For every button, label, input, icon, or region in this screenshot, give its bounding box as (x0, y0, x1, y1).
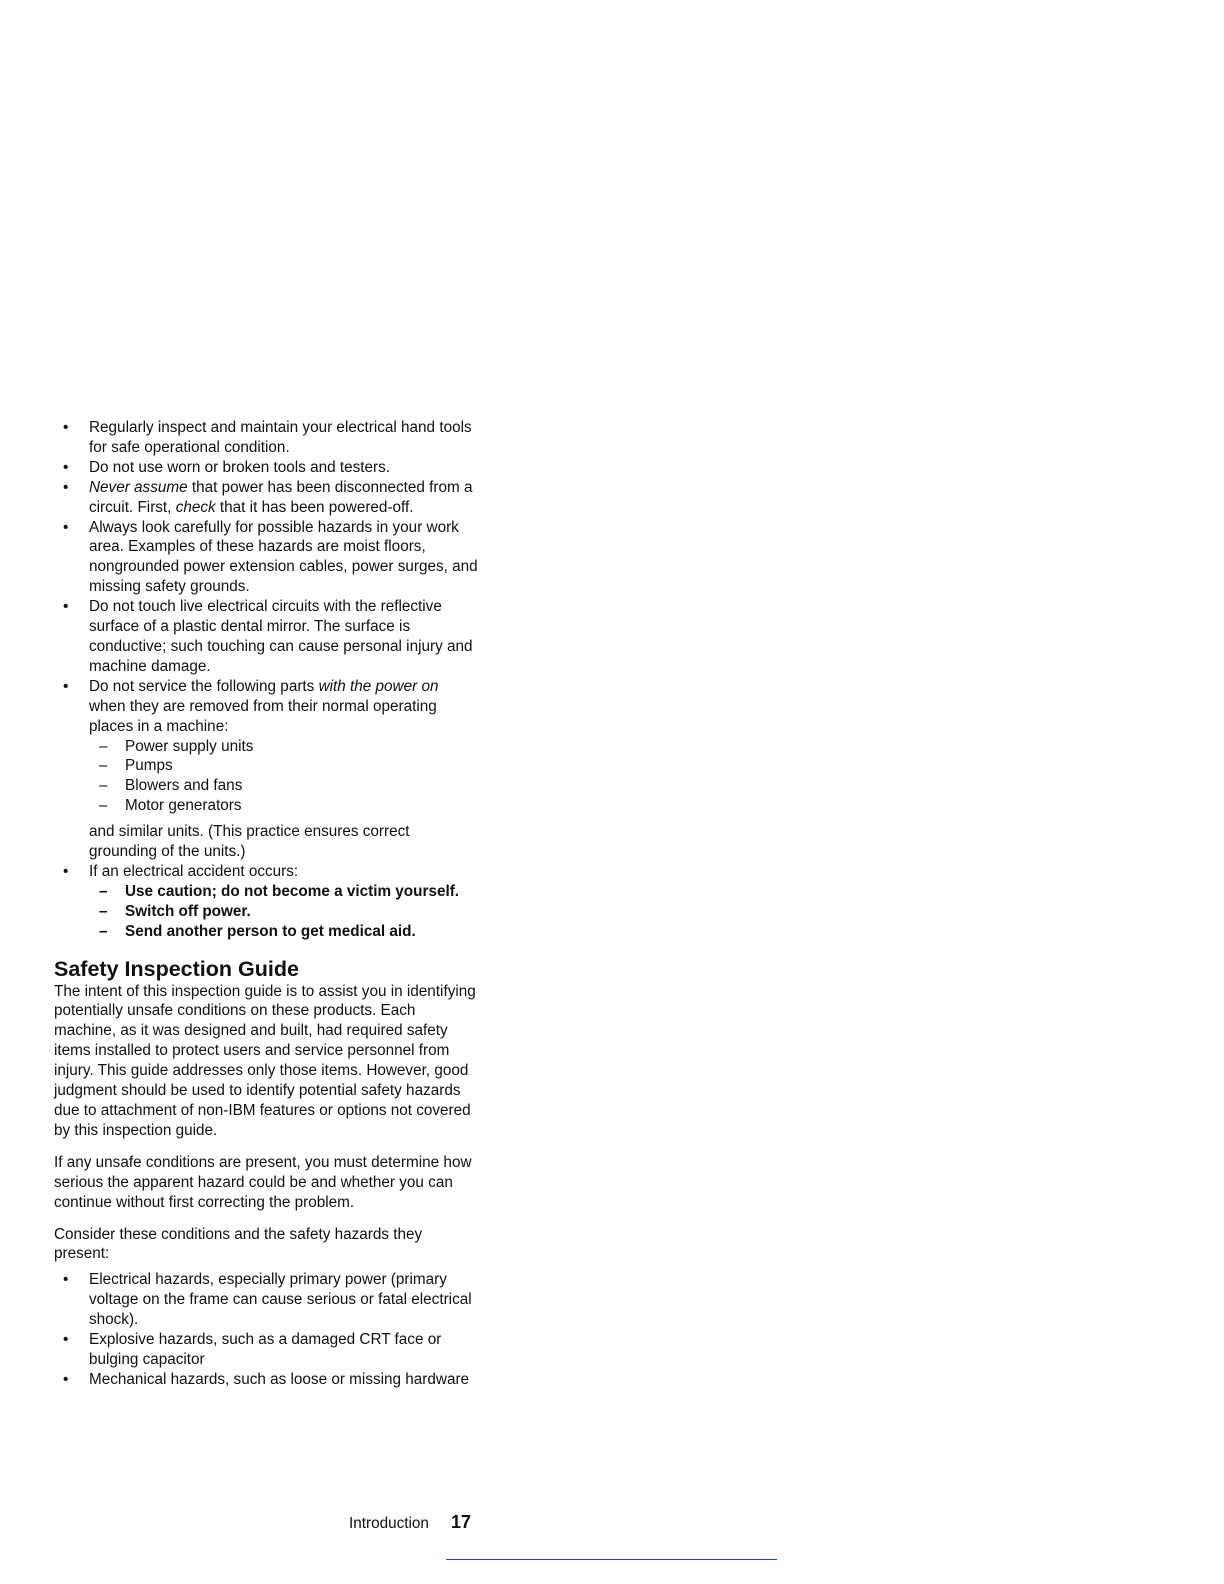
parts-sublist (89, 737, 478, 817)
bullet-text: Always look carefully for possible hazards in your work area. Examples of these hazards are moist floors, nongrounded power extension cables, power surges, and missing safety grounds. (89, 518, 478, 596)
bullet-text: that it has been powered-off. (215, 498, 414, 516)
bullet-text: Do not use worn or broken tools and testers. (89, 458, 391, 476)
safety-bullet-list (54, 418, 478, 942)
page-footer (349, 1512, 479, 1534)
sublist-item: – Motor generators (89, 796, 478, 816)
bullet-item: • Mechanical hazards, such as loose or missing hardware (54, 1370, 478, 1390)
emphasis-text: check (175, 498, 216, 516)
bullet-text: that power has been disconnected from a circuit. First, (89, 478, 473, 516)
bullet-text: Do not touch live electrical circuits with the reflective surface of a plastic dental mirror. The surface is conductive; such touching can cause personal injury and machine damage. (89, 598, 473, 675)
bullet-text: Regularly inspect and maintain your electrical hand tools for safe operational condition. (89, 419, 472, 456)
bullet-item (54, 458, 478, 478)
bullet-text: when they are removed from their normal operating places in a machine: (89, 697, 437, 735)
sublist-item: – Switch off power. (89, 902, 478, 922)
footer-rule (446, 1559, 777, 1560)
sublist-item: – Send another person to get medical aid. (89, 922, 478, 942)
paragraph: If any unsafe conditions are present, you must determine how serious the apparent hazard could be and whether you can continue without first correcting the problem. (54, 1153, 472, 1211)
bullet-item: • Explosive hazards, such as a damaged CRT face or bulging capacitor (54, 1330, 478, 1370)
bullet-item (54, 418, 478, 458)
bullet-item (54, 677, 478, 862)
paragraph: Consider these conditions and the safety hazards they present: (54, 1225, 423, 1263)
bullet-item (54, 518, 478, 598)
sublist-item: – Power supply units (89, 737, 478, 757)
bullet-item (54, 862, 478, 942)
bullet-item: • Electrical hazards, especially primary power (primary voltage on the frame can cause serious or fatal electrical shock). (54, 1270, 478, 1330)
footer-section: Introduction (349, 1515, 429, 1532)
bullet-item (54, 478, 478, 518)
accident-sublist (89, 882, 478, 942)
emphasis-text: with the power on (318, 677, 439, 695)
bullet-text: If an electrical accident occurs: (89, 862, 299, 880)
sublist-item: – Use caution; do not become a victim yourself. (89, 882, 478, 902)
sublist-item: – Pumps (89, 756, 478, 776)
bullet-item (54, 597, 478, 677)
bullet-text: Do not service the following parts (89, 677, 319, 695)
hazard-bullet-list (54, 1270, 478, 1389)
sublist-note: and similar units. (This practice ensures correct grounding of the units.) (89, 823, 410, 861)
emphasis-text: Never assume (89, 478, 188, 496)
paragraph: The intent of this inspection guide is to assist you in identifying potentially unsafe conditions on these products. Each machine, as it was designed and built, had required safety items installed to protect users and service personnel from injury. This guide addresses only those items. However, good judgment should be used to identify potential safety hazards due to attachment of non-IBM features or options not covered by this inspection guide. (54, 982, 476, 1139)
sublist-item: – Blowers and fans (89, 776, 478, 796)
main-column (54, 418, 478, 1390)
section-heading: Safety Inspection Guide (54, 956, 299, 981)
page-number: 17 (450, 1512, 471, 1532)
